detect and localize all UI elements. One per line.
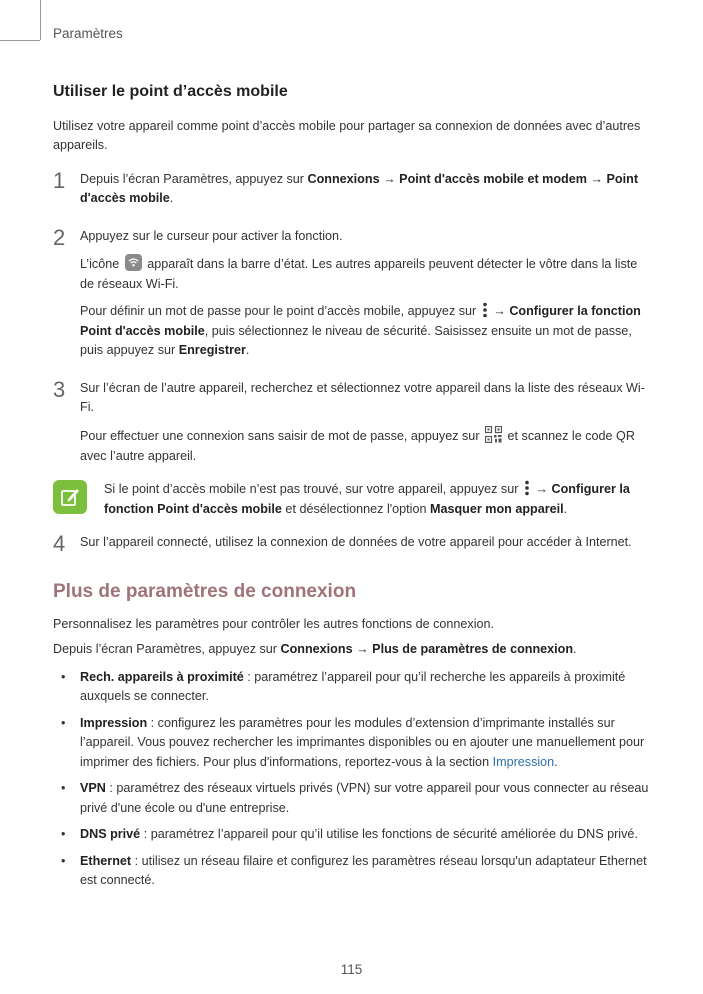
text-run: et scannez le code QR avec l’autre appareil. [80, 428, 635, 463]
step-number: 4 [53, 531, 66, 557]
step-text: Sur l’écran de l’autre appareil, recherchez et sélectionnez votre appareil dans la liste des réseaux Wi-Fi. [80, 380, 645, 415]
step-text [80, 170, 653, 209]
step-number: 2 [53, 224, 66, 250]
bullet: • [61, 781, 66, 796]
menu-path-more-settings: Plus de paramètres de connexion [372, 642, 574, 656]
step-body [80, 379, 653, 466]
menu-path-mobile-hotspot: Point d'accès mobile [80, 171, 639, 206]
note-pencil-icon [53, 480, 87, 514]
step-text [80, 426, 653, 466]
list-text: : utilisez un réseau filaire et configurez les paramètres réseau lorsqu'un adaptateur Ethernet est connecté. [80, 853, 647, 888]
bullet: • [61, 827, 66, 842]
section-heading-hotspot: Utiliser le point d’accès mobile [53, 83, 288, 100]
arrow: → [531, 482, 552, 497]
impression-link[interactable]: Impression [492, 754, 555, 769]
menu-path-hide-device: Masquer mon appareil [429, 501, 564, 516]
more-options-icon [481, 302, 489, 318]
text-run: . [245, 343, 250, 358]
step-body [80, 170, 653, 209]
menu-path-hotspot-tethering: Point d'accès mobile et modem [399, 171, 587, 186]
step-text [80, 302, 653, 361]
text-run: Pour effectuer une connexion sans saisir de mot de passe, appuyez sur [80, 428, 484, 443]
list-term: Ethernet [80, 853, 132, 868]
qr-code-icon [485, 426, 502, 443]
arrow: → [379, 171, 400, 186]
list-term: Impression [80, 715, 148, 730]
section-intro [53, 640, 653, 660]
text-run: . [169, 191, 174, 206]
note-box [53, 480, 653, 519]
menu-path-configure-hotspot: Configurer la fonction Point d'accès mobile [80, 304, 641, 338]
list-text: : paramétrez l’appareil pour qu’il utilise les fonctions de sécurité améliorée du DNS privé. [140, 827, 638, 842]
list-term: DNS privé [80, 827, 141, 842]
bullet: • [61, 669, 66, 684]
text-run: . [573, 642, 577, 656]
hotspot-status-icon [125, 254, 142, 271]
text-run: Pour définir un mot de passe pour le point d’accès mobile, appuyez sur [80, 304, 480, 319]
menu-path-save: Enregistrer [178, 343, 246, 358]
menu-path-connexions: Connexions [307, 171, 380, 186]
text-run: et désélectionnez l'option [281, 501, 430, 516]
step-body [80, 227, 653, 361]
page-header: Paramètres [53, 26, 123, 41]
list-text: : configurez les paramètres pour les modules d’extension d’imprimante installés sur l’appareil. Vous pouvez rechercher les imprimantes disponibles ou en ajouter une manuellement pour imprimer des fichiers. Pour plus d'informations, reportez-vous à la section [80, 715, 645, 769]
text-run: . [554, 754, 558, 769]
bullet: • [61, 715, 66, 730]
section-heading-more-settings: Plus de paramètres de connexion [53, 581, 357, 603]
note-text [104, 480, 653, 519]
list-term: VPN [80, 781, 106, 796]
text-run: , puis sélectionnez le niveau de sécurité. Saisissez ensuite un mot de passe, puis appuyez sur [80, 323, 632, 358]
menu-path-connexions: Connexions [280, 642, 353, 656]
text-run: L’icône [80, 257, 123, 272]
list-term: Rech. appareils à proximité [80, 669, 244, 684]
more-options-icon [523, 480, 531, 496]
list-item [53, 714, 653, 773]
section-intro: Utilisez votre appareil comme point d’accès mobile pour partager sa connexion de données avec d’autres appareils. [53, 118, 641, 153]
list-item [53, 779, 653, 818]
step-number: 3 [53, 376, 66, 402]
step-text: Sur l’appareil connecté, utilisez la connexion de données de votre appareil pour accéder à Internet. [80, 535, 632, 550]
settings-list [53, 668, 653, 891]
crop-mark-horizontal [0, 40, 40, 41]
step-text: Appuyez sur le curseur pour activer la fonction. [80, 228, 343, 243]
arrow: → [586, 171, 607, 186]
step-number: 1 [53, 167, 66, 193]
arrow: → [489, 304, 510, 319]
arrow: → [352, 642, 373, 656]
list-item [53, 668, 653, 707]
step-text [80, 254, 653, 294]
page-content [53, 80, 653, 898]
list-item [53, 852, 653, 891]
step-2 [53, 224, 653, 361]
list-item [53, 825, 653, 845]
text-run: apparaît dans la barre d’état. Les autres appareils peuvent détecter le vôtre dans la liste de réseaux Wi-Fi. [80, 257, 638, 291]
bullet: • [61, 853, 66, 868]
section-intro: Personnalisez les paramètres pour contrôler les autres fonctions de connexion. [53, 617, 495, 632]
step-1 [53, 167, 653, 209]
text-run: Depuis l’écran Paramètres, appuyez sur [53, 642, 281, 656]
list-text: : paramétrez l’appareil pour qu’il recherche les appareils à proximité auxquels se connecter. [80, 669, 626, 704]
text-run: . [563, 501, 568, 516]
menu-path-configure-hotspot: Configurer la fonction Point d'accès mobile [104, 482, 630, 516]
text-run: Depuis l’écran Paramètres, appuyez sur [80, 171, 308, 186]
step-body [80, 533, 653, 553]
crop-mark-vertical [40, 0, 41, 40]
step-4 [53, 533, 653, 555]
text-run: Si le point d’accès mobile n’est pas trouvé, sur votre appareil, appuyez sur [104, 482, 522, 497]
page-number: 115 [340, 962, 363, 977]
list-text: : paramétrez des réseaux virtuels privés (VPN) sur votre appareil pour vous connecter au réseau privé d'une école ou d'une entreprise. [80, 781, 649, 815]
step-3 [53, 376, 653, 466]
